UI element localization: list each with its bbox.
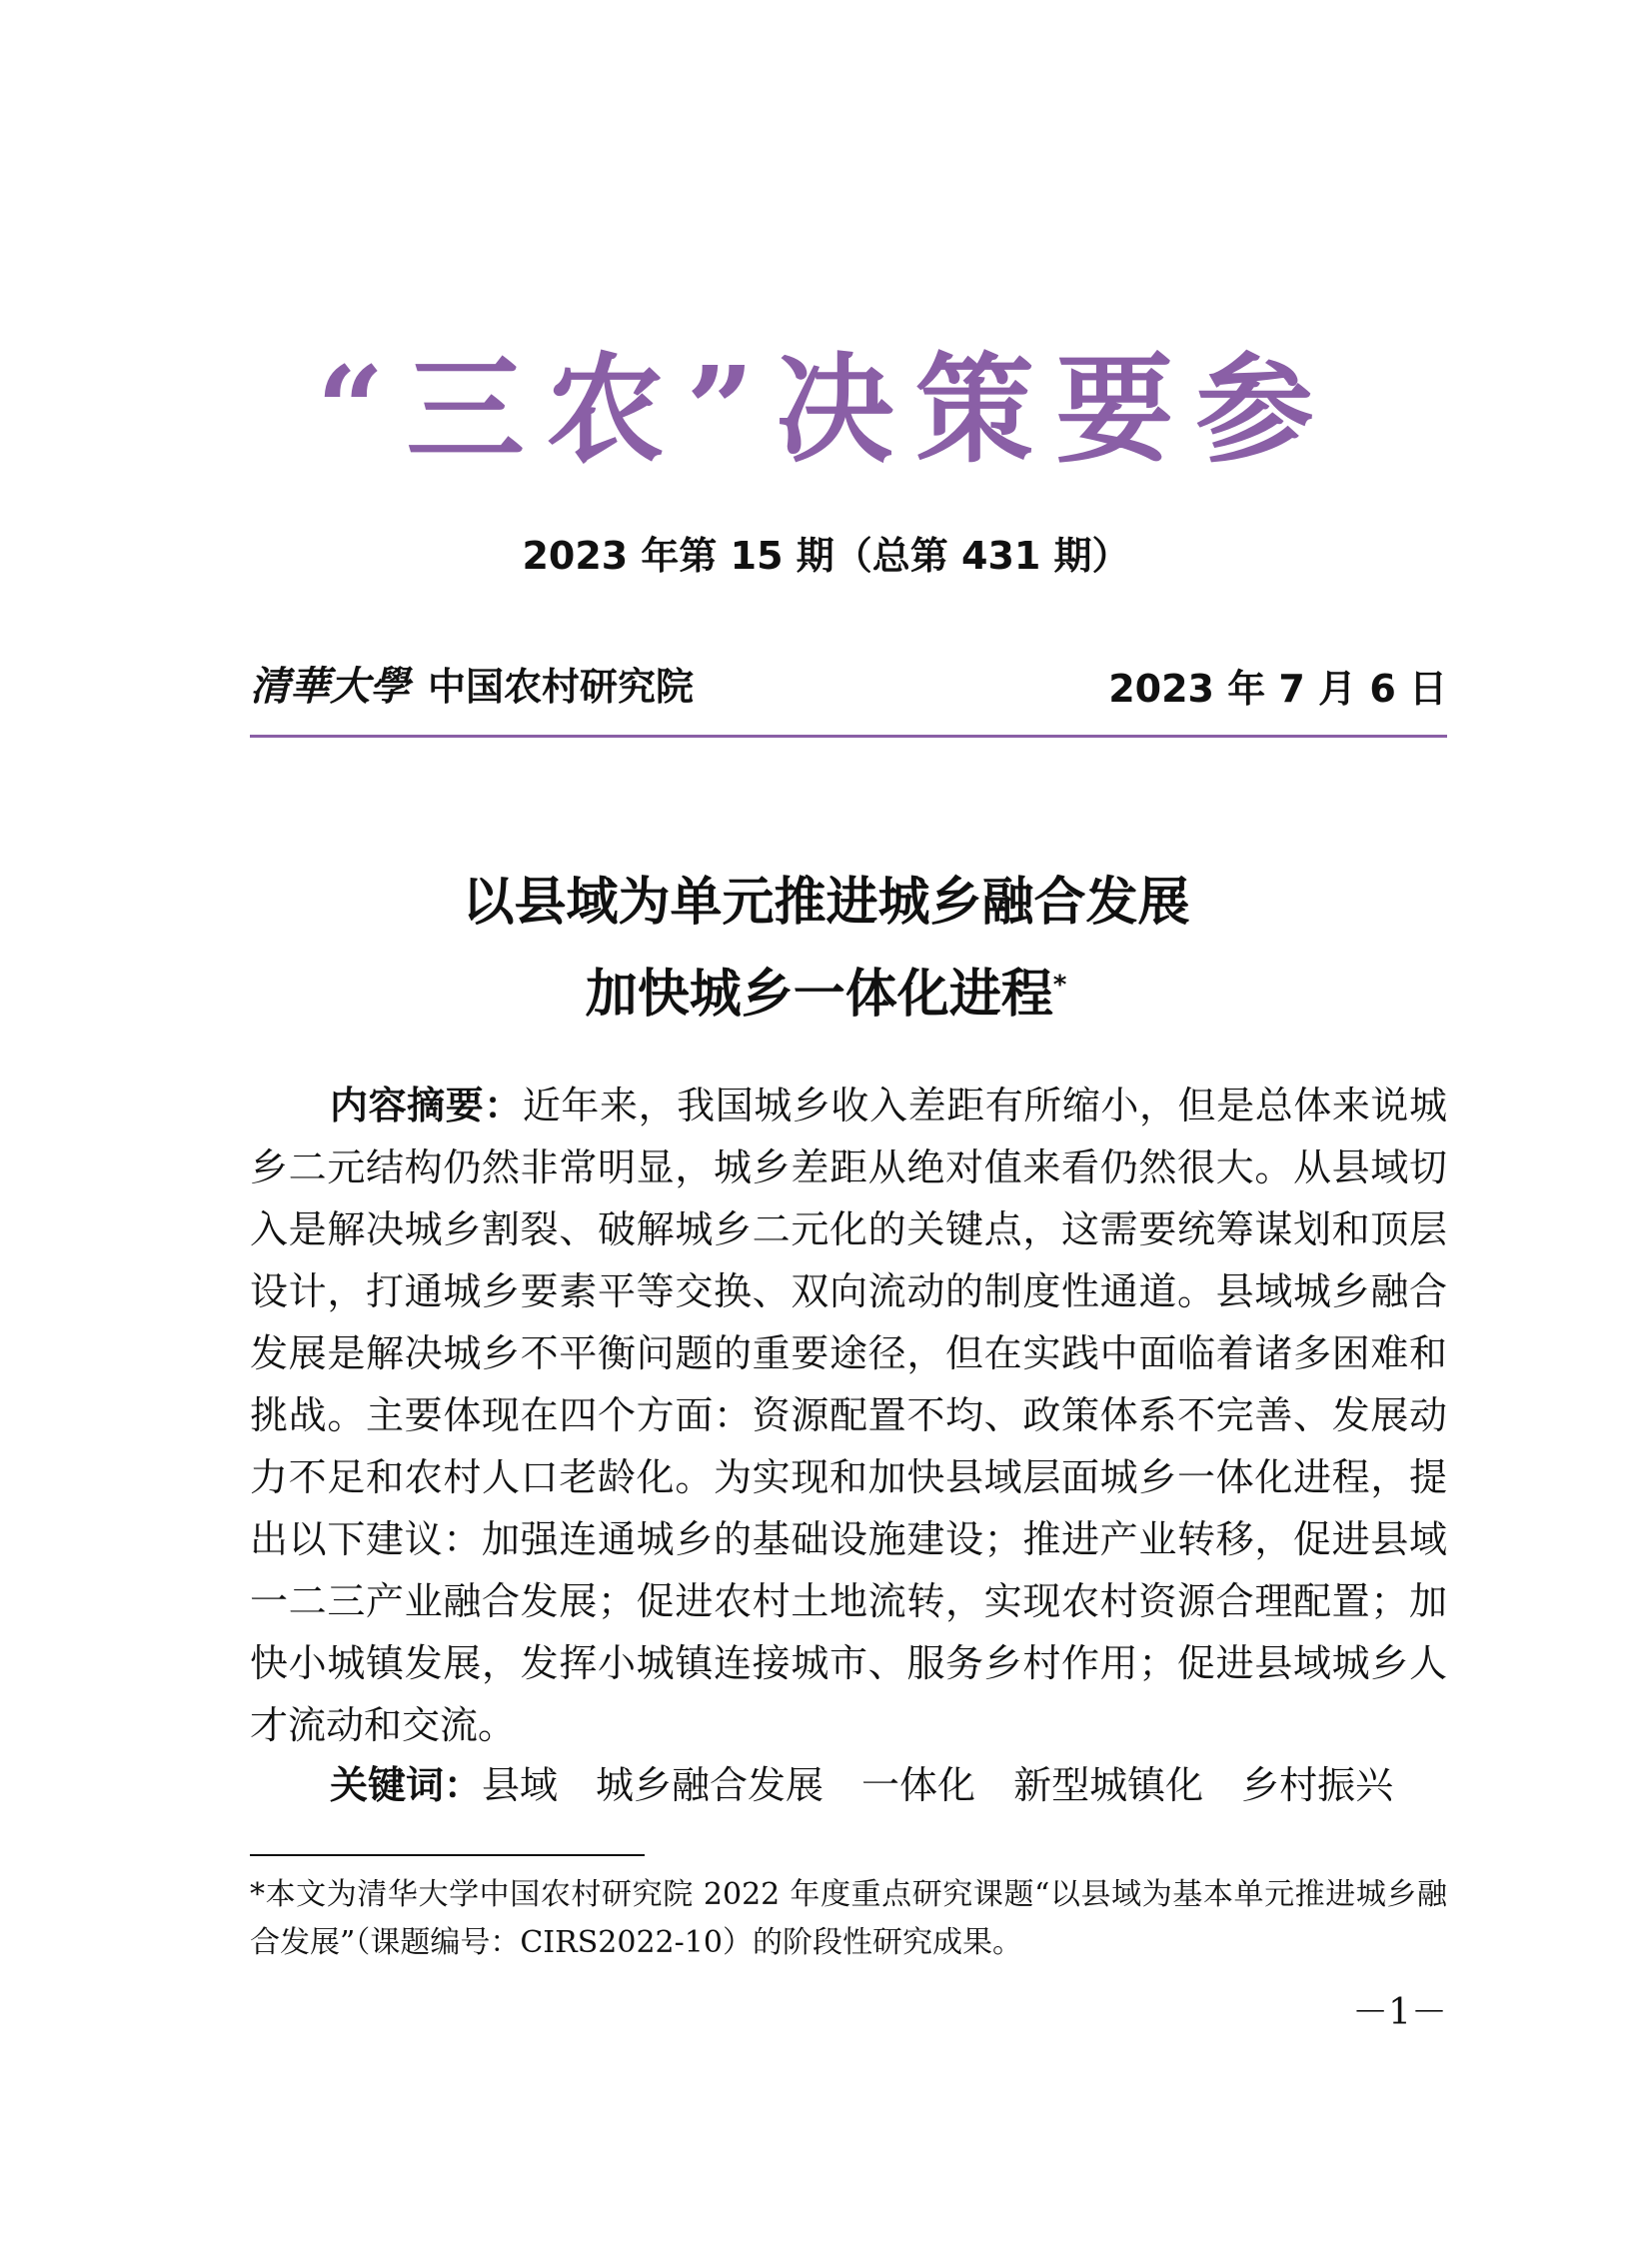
publish-date: 2023 年 7 月 6 日 xyxy=(1108,667,1447,711)
footnote: *本文为清华大学中国农村研究院 2022 年度重点研究课题“以县域为基本单元推进城乡融合发展”（课题编号：CIRS2022-10）的阶段性研究成果。 xyxy=(250,1877,1447,1960)
masthead-title: “三农”决策要参 xyxy=(316,340,1336,479)
article-title-line2 xyxy=(0,952,1652,1027)
article-title-line1: 以县域为单元推进城乡融合发展 xyxy=(462,873,1190,933)
abstract-label: 内容摘要： xyxy=(330,1084,523,1127)
article-title-line2-text: 加快城乡一体化进程 xyxy=(585,965,1053,1025)
keyword-item: 县域 xyxy=(482,1763,559,1807)
keyword-item: 乡村振兴 xyxy=(1241,1763,1394,1807)
publisher xyxy=(250,655,694,712)
keywords-label: 关键词： xyxy=(330,1763,483,1807)
abstract xyxy=(250,1075,1447,1756)
keywords xyxy=(330,1754,1431,1816)
issue-number: 2023 年第 15 期（总第 431 期） xyxy=(522,534,1130,578)
footnote-marker: * xyxy=(1052,970,1067,1001)
footnote-divider xyxy=(250,1854,645,1856)
page-number: －1－ xyxy=(1352,1992,1447,2033)
university-logo: 清華大學 xyxy=(250,663,410,710)
institute-name: 中国农村研究院 xyxy=(428,665,695,709)
header-divider xyxy=(250,735,1447,738)
keyword-item: 新型城镇化 xyxy=(1013,1763,1204,1807)
keyword-item: 一体化 xyxy=(861,1763,976,1807)
keyword-item: 城乡融合发展 xyxy=(596,1763,825,1807)
abstract-text: 近年来，我国城乡收入差距有所缩小，但是总体来说城乡二元结构仍然非常明显，城乡差距从绝对值来看仍然很大。从县域切入是解决城乡割裂、破解城乡二元化的关键点，这需要统筹谋划和顶层设计，打通城乡要素平等交换、双向流动的制度性通道。县域城乡融合发展是解决城乡不平衡问题的重要途径，但在实践中面临着诸多困难和挑战。主要体现在四个方面：资源配置不均、政策体系不完善、发展动力不足和农村人口老龄化。为实现和加快县域层面城乡一体化进程，提出以下建议：加强连通城乡的基础设施建设；推进产业转移，促进县域一二三产业融合发展；促进农村土地流转，实现农村资源合理配置；加快小城镇发展，发挥小城镇连接城市、服务乡村作用；促进县域城乡人才流动和交流。 xyxy=(250,1084,1447,1747)
